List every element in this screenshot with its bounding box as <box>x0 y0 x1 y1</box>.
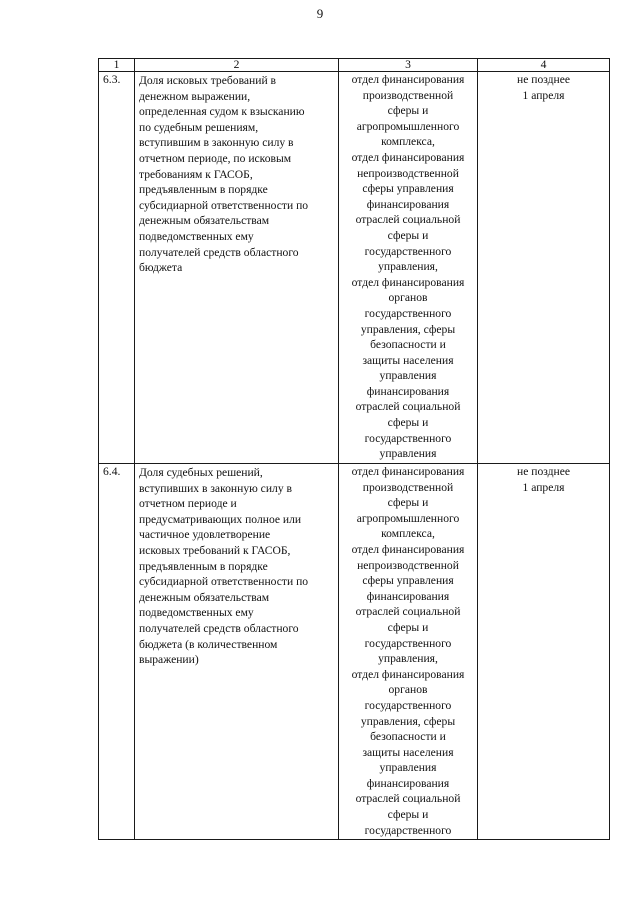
text-line: денежным обязательствам <box>139 214 270 228</box>
text-line: отраслей социальной <box>355 792 461 806</box>
text-line: финансирования <box>366 384 450 398</box>
responsible-department <box>339 72 478 464</box>
text-line: государственного <box>364 698 452 712</box>
document-table <box>98 58 610 840</box>
text-line: 1 апреля <box>522 480 565 494</box>
text-line: бюджета (в количественном <box>139 637 278 651</box>
text-line: государственного <box>364 244 452 258</box>
text-line: непроизводственной <box>357 166 459 180</box>
indicator-description <box>135 72 339 464</box>
table-header-row <box>99 59 610 72</box>
text-line: подведомственных ему <box>139 606 254 620</box>
text-line: агропромышленного <box>356 511 460 525</box>
text-line: бюджета <box>139 261 183 275</box>
text-line: сферы и <box>387 104 429 118</box>
text-line: субсидиарной ответственности по <box>139 198 309 212</box>
text-line: непроизводственной <box>357 558 459 572</box>
text-line: отчетном периоде и <box>139 497 237 511</box>
text-line: защиты населения <box>362 353 454 367</box>
text-line: денежном выражении, <box>139 89 251 103</box>
text-line: не позднее <box>516 465 570 478</box>
column-header: 3 <box>339 59 478 72</box>
text-line: не позднее <box>516 73 570 86</box>
text-line: органов <box>388 291 428 305</box>
text-line: государственного <box>364 823 452 837</box>
column-header: 4 <box>478 59 610 72</box>
text-line: определенная судом к взысканию <box>139 105 305 119</box>
text-line: управления <box>379 761 437 775</box>
text-line: управления, <box>378 260 438 274</box>
text-line: управления <box>379 447 437 461</box>
text-line: сферы и <box>387 808 429 822</box>
text-line: частичное удовлетворение <box>139 528 271 542</box>
text-line: защиты населения <box>362 745 454 759</box>
text-line: сферы и <box>387 228 429 242</box>
table-row <box>99 464 610 840</box>
text-line: агропромышленного <box>356 119 460 133</box>
column-header: 1 <box>99 59 135 72</box>
text-line: безопасности и <box>370 730 446 744</box>
page-number: 9 <box>316 6 324 21</box>
responsible-department <box>339 464 478 840</box>
text-line: получателей средств областного <box>139 245 299 259</box>
text-line: управления <box>379 369 437 383</box>
text-line: отдел финансирования <box>351 465 465 478</box>
text-line: по судебным решениям, <box>139 120 259 134</box>
text-line: отраслей социальной <box>355 400 461 414</box>
text-line: денежным обязательствам <box>139 590 270 604</box>
text-line: получателей средств областного <box>139 621 299 635</box>
text-line: управления, сферы <box>360 322 456 336</box>
text-line: вступившим в законную силу в <box>139 136 294 150</box>
column-header: 2 <box>135 59 339 72</box>
text-line: финансирования <box>366 776 450 790</box>
deadline <box>478 464 610 840</box>
text-line: безопасности и <box>370 338 446 352</box>
text-line: отдел финансирования <box>351 667 465 681</box>
text-line: сферы и <box>387 416 429 430</box>
text-line: государственного <box>364 636 452 650</box>
text-line: сферы управления <box>362 182 454 196</box>
text-line: 1 апреля <box>522 88 565 102</box>
text-line: исковых требований к ГАСОБ, <box>139 543 291 557</box>
text-line: финансирования <box>366 589 450 603</box>
text-line: финансирования <box>366 197 450 211</box>
text-line: выражении) <box>139 653 199 667</box>
text-line: отдел финансирования <box>351 150 465 164</box>
text-line: управления, <box>378 652 438 666</box>
text-line: предъявленным в порядке <box>139 183 268 197</box>
text-line: комплекса, <box>381 527 435 541</box>
text-line: отраслей социальной <box>355 605 461 619</box>
text-line: сферы управления <box>362 574 454 588</box>
text-line: отраслей социальной <box>355 213 461 227</box>
row-number: 6.4. <box>99 464 135 840</box>
text-line: государственного <box>364 431 452 445</box>
text-line: производственной <box>362 88 454 102</box>
text-line: отчетном периоде, по исковым <box>139 151 292 165</box>
text-line: подведомственных ему <box>139 229 254 243</box>
text-line: отдел финансирования <box>351 275 465 289</box>
indicator-description <box>135 464 339 840</box>
text-line: комплекса, <box>381 135 435 149</box>
row-number: 6.3. <box>99 72 135 464</box>
text-line: государственного <box>364 306 452 320</box>
text-line: вступивших в законную силу в <box>139 481 292 495</box>
text-line: сферы и <box>387 620 429 634</box>
table-row <box>99 72 610 464</box>
text-line: Доля исковых требований в <box>139 74 277 87</box>
text-line: производственной <box>362 480 454 494</box>
text-line: сферы и <box>387 496 429 510</box>
text-line: предъявленным в порядке <box>139 559 268 573</box>
text-line: отдел финансирования <box>351 542 465 556</box>
text-line: отдел финансирования <box>351 73 465 86</box>
text-line: органов <box>388 683 428 697</box>
deadline <box>478 72 610 464</box>
text-line: предусматривающих полное или <box>139 512 302 526</box>
text-line: Доля судебных решений, <box>139 466 263 479</box>
text-line: субсидиарной ответственности по <box>139 575 309 589</box>
text-line: требованиям к ГАСОБ, <box>139 167 253 181</box>
text-line: управления, сферы <box>360 714 456 728</box>
